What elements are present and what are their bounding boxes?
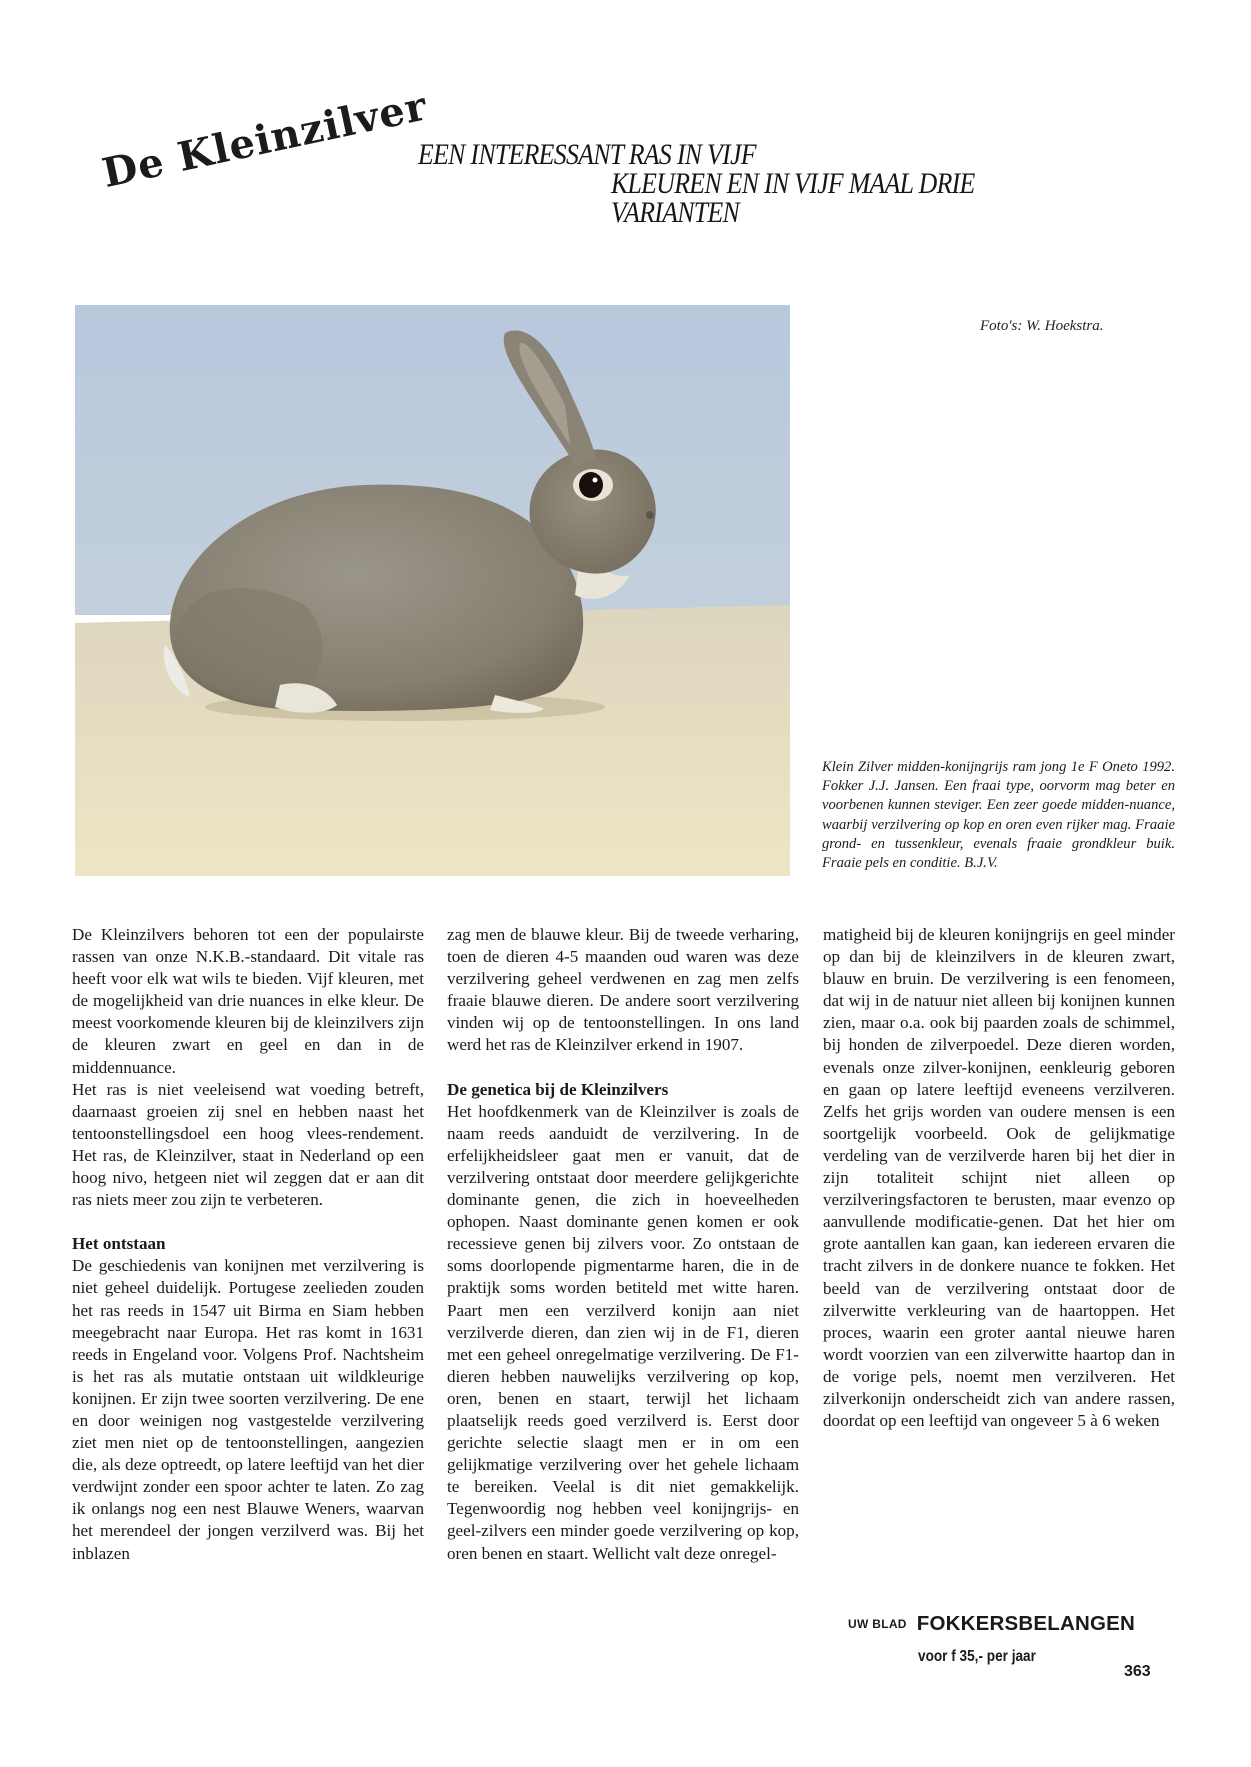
- advert-prefix: UW BLAD: [848, 1617, 907, 1631]
- magazine-advert: [848, 1612, 1135, 1636]
- paragraph: De geschiedenis van konijnen met verzilvering is niet geheel duidelijk. Portugese zeelieden zouden het ras reeds in 1547 uit Birma en Siam hebben meegebracht naar Europa. Het ras komt in 1631 reeds in Engeland voor. Volgens Prof. Nachtsheim is het ras als mutatie ontstaan uit wildkleurige konijnen. Er zijn twee soorten verzilvering. De ene en door weinigen nog vastgestelde verzilvering ziet men niet op de tentoonstellingen, aangezien die, als deze optreedt, op latere leeftijd van het dier verdwijnt zonder een spoor achter te laten. Zo zag ik onlangs nog een nest Blauwe Weners, waarvan het merendeel der jongen verzilverd was. Bij het inblazen: [72, 1256, 424, 1563]
- rabbit-photo: [75, 305, 790, 876]
- advert-magazine-name: FOKKERSBELANGEN: [916, 1612, 1136, 1635]
- section-heading-origin: Het ontstaan: [72, 1234, 166, 1254]
- rabbit-eye: [579, 472, 603, 498]
- subtitle-line-1: EEN INTERESSANT RAS IN VIJF: [418, 138, 756, 171]
- article-title: De Kleinzilver: [98, 82, 432, 197]
- body-column-1: [72, 924, 424, 1565]
- rabbit-nose: [646, 511, 654, 519]
- body-column-3: [823, 924, 1175, 1432]
- page-number: 363: [1124, 1663, 1151, 1680]
- section-heading-genetics: De genetica bij de Kleinzilvers: [447, 1079, 669, 1099]
- paragraph: zag men de blauwe kleur. Bij de tweede verharing, toen de dieren 4-5 maanden oud waren was deze verzilvering geheel verdwenen en zag men zelfs fraaie blauwe dieren. De andere soort verzilvering vinden wij op de tentoonstellingen. In ons land werd het ras de Kleinzilver erkend in 1907.: [447, 925, 799, 1055]
- paragraph: Het ras is niet veeleisend wat voeding betreft, daarnaast groeien zij snel en hebben naast het tentoonstellingsdoel een hoog vlees-rendement. Het ras, de Kleinzilver, staat in Nederland op een hoog nivo, hetgeen niet wil zeggen dat er aan dit ras niets meer zou zijn te verbeteren.: [72, 1079, 424, 1210]
- paragraph: matigheid bij de kleuren konijngrijs en geel minder op dan bij de kleinzilvers in de kleuren zwart, blauw en bruin. De verzilvering is een fenomeen, dat wij in de natuur niet alleen bij konijnen kunnen zien, maar o.a. ook bij paarden zoals de schimmel, bij honden de zilverpoedel. Deze dieren worden, evenals onze zilver-konijnen, eenkleurig geboren en gaan op latere leeftijd eveneens verzilveren. Zelfs het grijs worden van oudere mensen is een soortgelijk voorbeeld. Ook de gelijkmatige verdeling van de verzilverde haren bij het dier in zijn totaliteit schijnt niet alleen op verzilveringsfactoren te berusten, maar evenzo op aanvullende modificatie-genen. Dat het hier om grote aantallen kan gaan, kan iedereen ervaren die tracht zilvers in de donkere nuance te fokken. Het beeld van de verzilvering ontstaat door de zilverwitte verkleuring van de haartoppen. Het proces, waarin een groter aantal nieuwe haren wordt voorzien van een zilverwitte haartop dan in de vorige pels, noemt men verzilveren. Het zilverkonijn onderscheidt zich van andere rassen, doordat op een leeftijd van ongeveer 5 à 6 weken: [823, 925, 1175, 1431]
- photo-caption: Klein Zilver midden-konijngrijs ram jong 1e F Oneto 1992. Fokker J.J. Jansen. Een fraai type, oorvorm mag beter en voorbenen kunnen steviger. Een zeer goede midden-nuance, waarbij verzilvering op kop en oren even rijker mag. Fraaie grond- en tussenkleur, evenals fraaie grondkleur buik. Fraaie pels en conditie. B.J.V.: [822, 759, 1175, 872]
- subtitle-line-2: KLEUREN EN IN VIJF MAAL DRIE: [611, 167, 975, 200]
- photo-credit: Foto's: W. Hoekstra.: [980, 318, 1104, 334]
- subtitle-line-3: VARIANTEN: [611, 196, 740, 229]
- advert-price: voor f 35,- per jaar: [918, 1648, 1036, 1665]
- paragraph: Het hoofdkenmerk van de Kleinzilver is zoals de naam reeds aanduidt de verzilvering. In de erfelijkheidsleer gaat men er vanuit, dat de verzilvering ontstaat door meerdere gelijkgerichte dominante genen, die zich in hoeveelheden ophopen. Naast dominante genen komen er ook recessieve genen bij zilvers voor. Zo ontstaan de soms doorlopende pigmentarme haren, die in de praktijk soms worden betiteld met witte haren. Paart men een verzilverd konijn aan niet verzilverde dieren, dan zien wij in de F1, dieren met een geheel onregelmatige verzilvering. De F1-dieren hebben nauwelijks verzilvering op kop, oren, benen en staart, terwijl het lichaam plaatselijk reeds goed verzilverd is. Eerst door gerichte selectie slaagt men er in om een gelijkmatige verzilvering over het gehele lichaam te bereiken. Veelal is dit niet gemakkelijk. Tegenwoordig nog hebben veel konijngrijs- en geel-zilvers een minder goede verzilvering op kop, oren benen en staart. Wellicht valt deze onregel-: [447, 1101, 799, 1563]
- body-column-2: [447, 924, 799, 1565]
- paragraph: De Kleinzilvers behoren tot een der populairste rassen van onze N.K.B.-standaard. Dit vitale ras heeft voor elk wat wils te bieden. Vijf kleuren, met de mogelijkheid van drie nuances in elke kleur. De meest voorkomende kleuren bij de kleinzilvers zijn de kleuren zwart en geel en dan in de middennuance.: [72, 925, 424, 1077]
